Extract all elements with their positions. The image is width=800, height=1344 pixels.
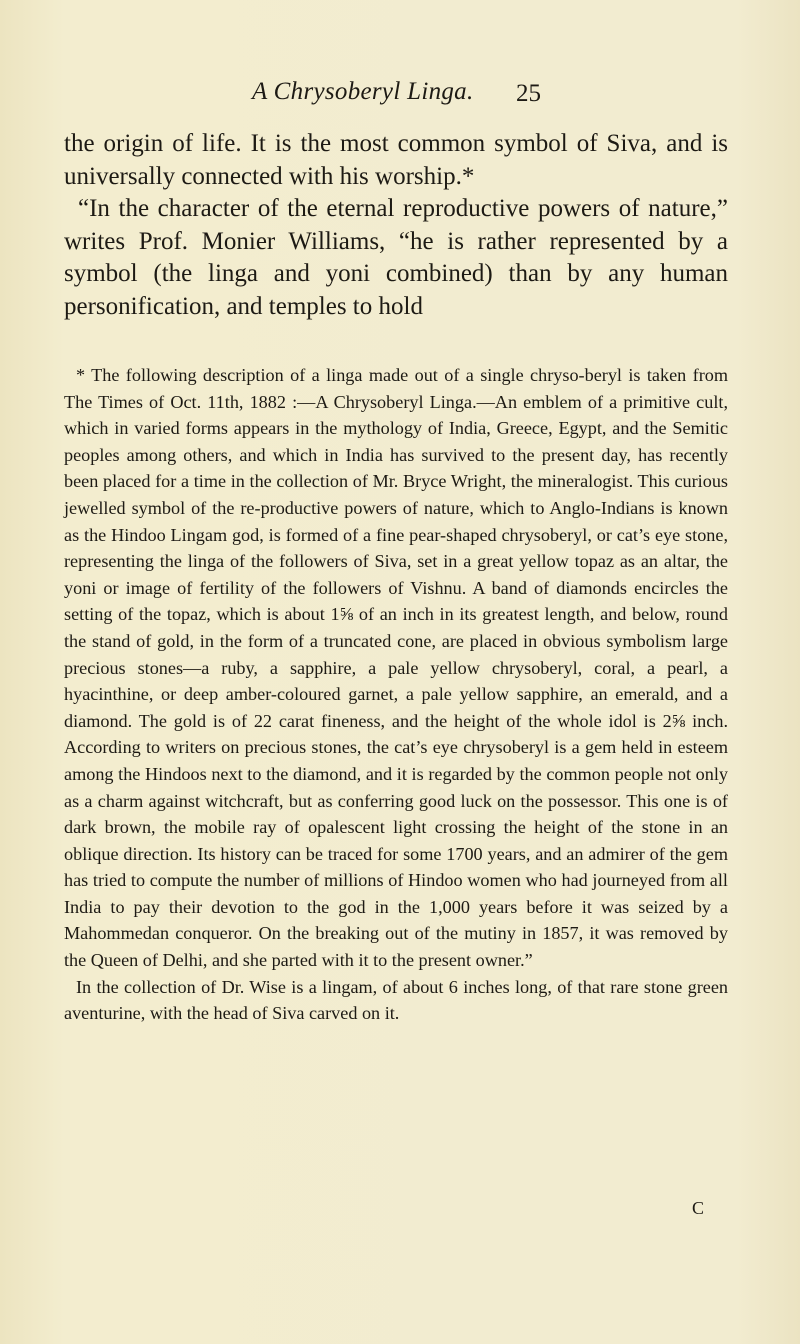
page-number: 25 (516, 80, 541, 107)
footnote-paragraph: In the collection of Dr. Wise is a lingam, of about 6 inches long, of that rare stone green aventurine, with the head of Siva carved on it. (64, 976, 728, 1024)
main-paragraph: “In the character of the eternal reproductive powers of nature,” writes Prof. Monier Williams, “he is rather represented by a symbol (the linga and yoni combined) than by any human personification, and temples to hold (64, 195, 728, 320)
signature-mark: C (692, 1198, 705, 1218)
main-paragraph: the origin of life. It is the most common symbol of Siva, and is universally connected with his worship.* (64, 130, 728, 190)
running-title: A Chrysoberyl Linga. (252, 78, 474, 105)
footnote-paragraph: * The following description of a linga made out of a single chryso-beryl is taken from The Times of Oct. 11th, 1882 :—A Chrysoberyl Linga.—An emblem of a primitive cult, which in varied forms appears in the mythology of India, Greece, Egypt, and the Semitic peoples among others, and which in India has survived to the present day, has recently been placed for a time in the collection of Mr. Bryce Wright, the mineralogist. This curious jewelled symbol of the re-productive powers of nature, which to Anglo-Indians is known as the Hindoo Lingam god, is formed of a fine pear-shaped chrysoberyl, or cat’s eye stone, representing the linga of the followers of Siva, set in a great yellow topaz as an altar, the yoni or image of fertility of the followers of Vishnu. A band of diamonds encircles the setting of the topaz, which is about 1⅝ of an inch in its greatest length, and below, round the stand of gold, in the form of a truncated cone, are placed in obvious symbolism large precious stones—a ruby, a sapphire, a pale yellow chrysoberyl, coral, a pearl, a hyacinthine, or deep amber-coloured garnet, a pale yellow sapphire, an emerald, and a diamond. The gold is of 22 carat fineness, and the height of the whole idol is 2⅝ inch. According to writers on precious stones, the cat’s eye chrysoberyl is a gem held in esteem among the Hindoos next to the diamond, and it is regarded by the common people not only as a charm against witchcraft, but as conferring good luck on the possessor. This one is of dark brown, the mobile ray of opalescent light crossing the height of the stone in an oblique direction. Its history can be traced for some 1700 years, and an admirer of the gem has tried to compute the number of millions of Hindoo women who had journeyed from all India to pay their devotion to the god in the 1,000 years before it was seized by a Mahommedan conqueror. On the breaking out of the mutiny in 1857, it was removed by the Queen of Delhi, and she parted with it to the present owner.” (64, 365, 728, 971)
page-header (0, 78, 800, 112)
footnote (64, 362, 728, 1027)
main-text (64, 128, 728, 324)
